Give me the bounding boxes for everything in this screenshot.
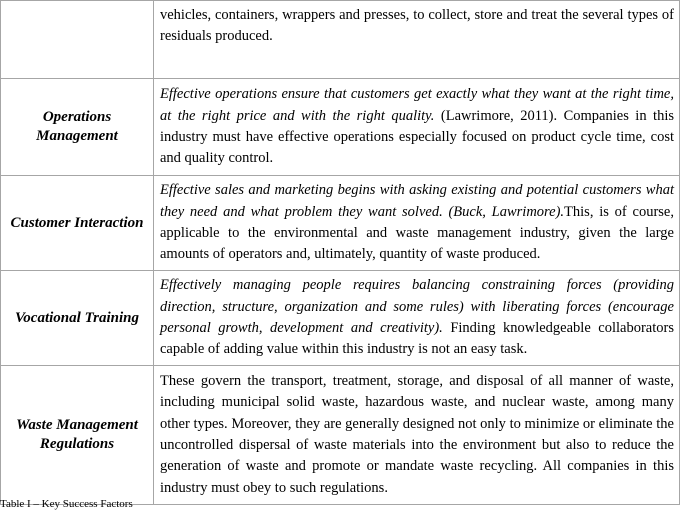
table-row	[1, 176, 680, 271]
description-plain: (Lawrimore, 2011). Companies in this industry must have effective operations especially focused on product cycle time, cost and quality control.	[160, 107, 674, 167]
factor-cell: Vocational Training	[1, 271, 154, 366]
description-cell	[154, 176, 680, 271]
description-text	[160, 371, 674, 499]
description-cell	[154, 79, 680, 176]
description-italic: Effectively managing people requires balancing constraining forces (providing direction, structure, organization and some rules) with liberating forces (encourage personal growth, development and creativity).	[160, 277, 674, 336]
description-text	[160, 84, 674, 169]
factor-cell: Customer Interaction	[1, 176, 154, 271]
description-italic: Effective operations ensure that customers get exactly what they want at the right time, at the right price and with the right quality.	[160, 86, 674, 124]
factor-cell	[1, 1, 154, 79]
table-caption: Table I – Key Success Factors	[0, 498, 133, 510]
description-italic: Effective sales and marketing begins with asking existing and potential customers what they need and what problem they want solved. (Buck, Lawrimore).	[160, 182, 674, 220]
table-row	[1, 366, 680, 505]
table-row	[1, 271, 680, 366]
table-row	[1, 1, 680, 79]
description-plain: These govern the transport, treatment, storage, and disposal of all manner of waste, including municipal solid waste, hazardous waste, and nuclear waste, among many other types. Moreover, they are generally designed not only to minimize or eliminate the uncontrolled dispersal of waste materials into the environment but also to reduce the generation of waste and promote or mandate waste recycling. All companies in this industry must obey to such regulations.	[160, 373, 674, 496]
factor-cell: Operations Management	[1, 79, 154, 176]
description-cell	[154, 1, 680, 79]
description-text	[160, 275, 674, 360]
description-cell	[154, 271, 680, 366]
factor-cell: Waste Management Regulations	[1, 366, 154, 505]
description-cell	[154, 366, 680, 505]
description-text	[160, 180, 674, 265]
description-plain: vehicles, containers, wrappers and presses, to collect, store and treat the several types of residuals produced.	[160, 7, 674, 45]
table-row	[1, 79, 680, 176]
description-plain: This, is of course, applicable to the environmental and waste management industry, given the large amounts of operators and, ultimately, quantity of waste produced.	[160, 203, 674, 263]
description-plain: Finding knowledgeable collaborators capable of adding value within this industry is not an easy task.	[160, 320, 674, 358]
description-text	[160, 5, 674, 48]
